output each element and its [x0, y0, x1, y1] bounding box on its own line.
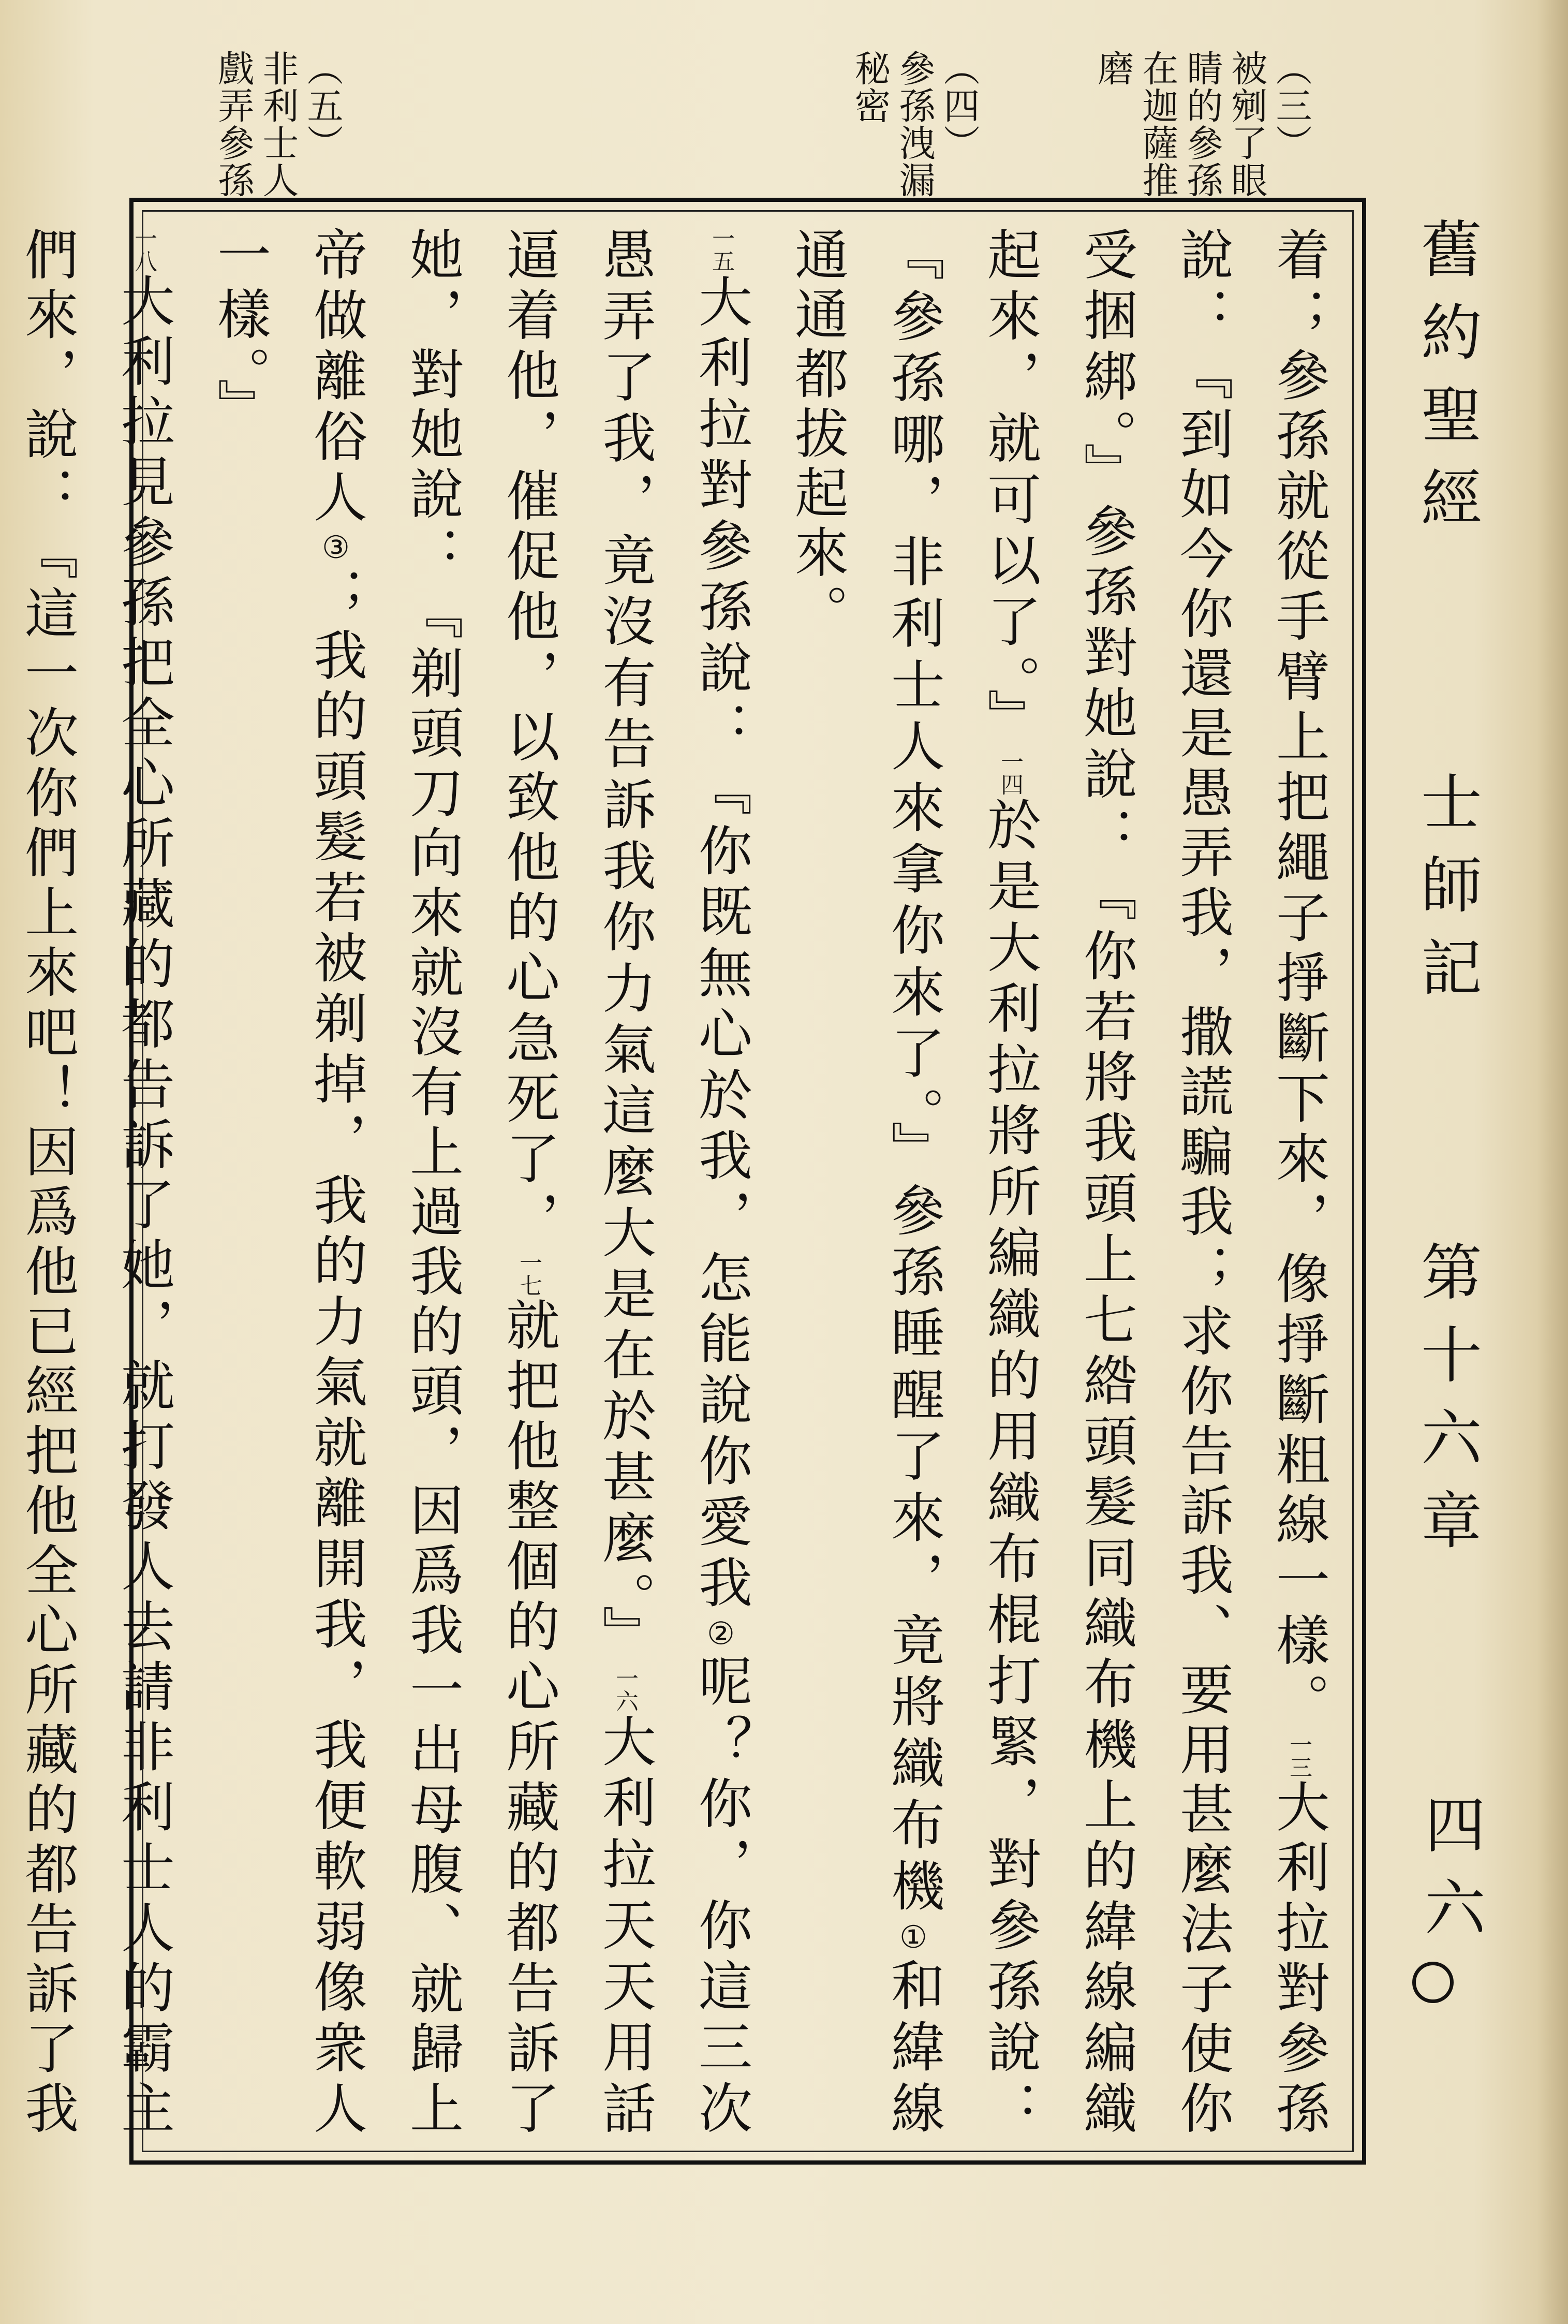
text-run: 大利拉天天用話逼着他，催促他，以致他的心急死了，: [497, 227, 656, 2140]
margin-note-text: 被剜了眼睛的參孫在迦薩推磨: [1092, 50, 1268, 199]
scripture-paragraph: [0, 227, 191, 2140]
text-run: 呢？你，你這三次愚弄了我，竟沒有告訴我你力氣這麼大是在於甚麼。』: [593, 227, 752, 2140]
margin-note-number: （三）: [1270, 50, 1312, 161]
page-number-digits: 四六: [1414, 1793, 1486, 1959]
verse-number: 一七: [515, 1251, 542, 1297]
text-run: 大利拉對參孫說：『你既無心於我，怎能說你愛我: [689, 272, 752, 1616]
page-curl-shadow: [1537, 0, 1568, 2324]
footnote-marker: ③: [318, 529, 354, 567]
footnote-marker: ②: [703, 1615, 739, 1654]
margin-note: [211, 50, 344, 205]
book-name: 士師記: [1411, 770, 1482, 1019]
book-title: 舊約聖經: [1411, 217, 1482, 549]
margin-note-number: （四）: [938, 50, 980, 161]
margin-note-text: 參孫洩漏秘密: [849, 50, 936, 199]
page-number-zero-circle: [1412, 1962, 1454, 2003]
scripture-text: [16, 227, 1347, 2140]
text-frame: [16, 198, 1366, 2165]
margin-note: [848, 50, 980, 205]
verse-number: 一八: [130, 227, 157, 272]
verse-number: 一五: [708, 227, 734, 272]
page-number: [1412, 1793, 1486, 2003]
margin-note-text: 非利士人戲弄參孫: [212, 50, 299, 199]
text-run: 大利拉對參孫說：『到如今你還是愚弄我，撒謊騙我；求你告訴我、要用甚麼法子使你受捆綁。』參孫對她說：『你若將我頭上七綹頭髮同織布機上的緯線編織起來，就可以了。』: [978, 227, 1330, 2140]
text-run: 着；參孫就從手臂上把繩子掙斷下來，像掙斷粗線一樣。: [1267, 227, 1330, 1733]
margin-note: [1091, 50, 1312, 205]
text-run: ；我的頭髮若被剃掉，我的力氣就離開我，我便軟弱像衆人一樣。』: [208, 227, 367, 2140]
chapter-heading: 第十六章: [1411, 1240, 1482, 1571]
margin-notes: [171, 50, 1312, 200]
footnote-marker: ①: [895, 1919, 931, 1958]
text-run: 於是大利拉將所編織的用織布棍打緊，對參孫說：『參孫哪，非利士人來拿你來了。』參孫睡醒了來，竟將織布機: [882, 227, 1041, 2140]
verse-number: 一四: [997, 749, 1023, 796]
text-run: 就把他整個的心所藏的都告訴了她，對她說：『剃頭刀向來就沒有上過我的頭，因爲我一出母腹、就歸上帝做離俗人: [304, 227, 560, 2140]
verse-number: 一六: [612, 1666, 638, 1712]
text-run: 和緯線通通都拔起來。: [786, 227, 945, 2140]
verse-number: 一三: [1285, 1732, 1312, 1778]
running-head: [1397, 217, 1496, 2003]
text-run: 大利拉見參孫把全心所藏的都告訴了她，就打發人去請非利士人的霸主們來，說：『這一次你們上來吧！因爲他已經把他全心所藏的都告訴了我: [16, 227, 175, 2140]
margin-note-number: （五）: [301, 50, 344, 161]
scripture-paragraph: [769, 227, 1347, 2140]
scripture-paragraph: [191, 227, 769, 2140]
